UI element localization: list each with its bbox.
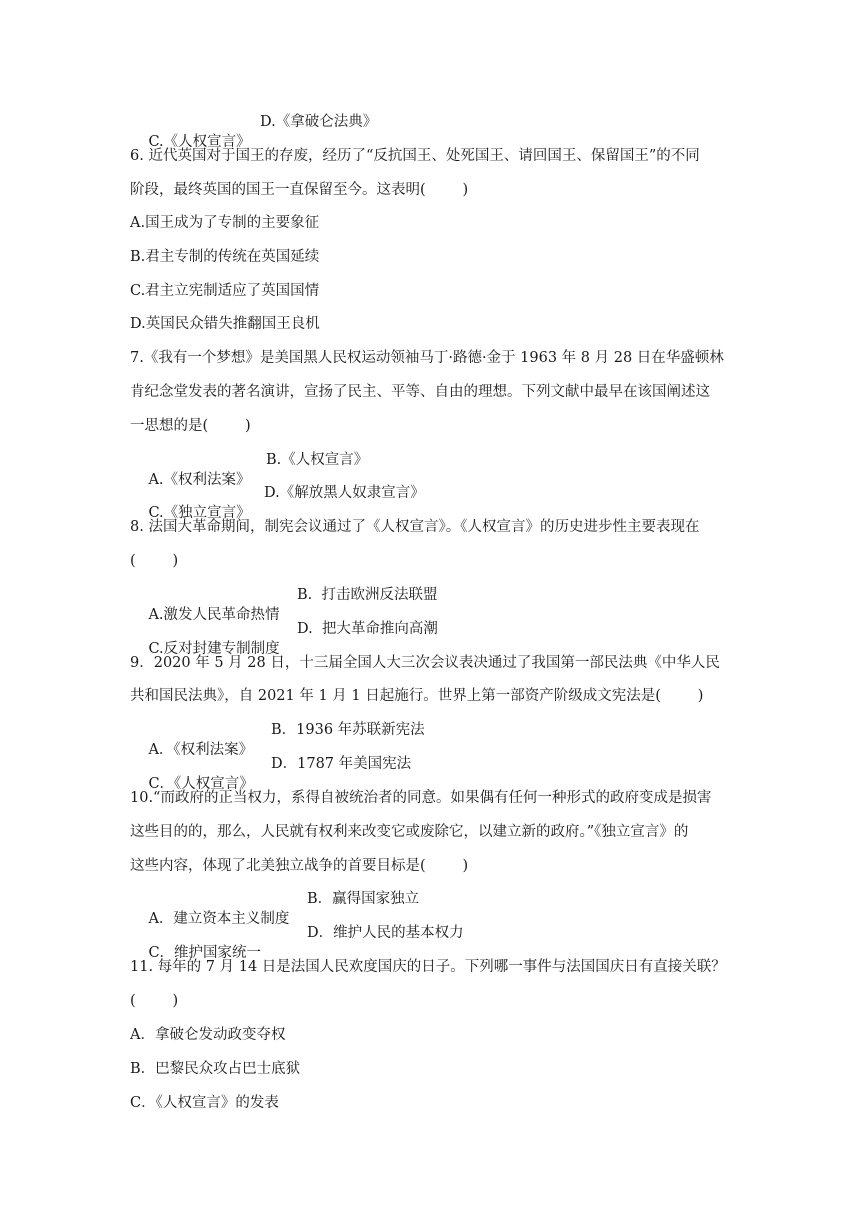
option-b: B．1936 年苏联新宪法	[271, 722, 425, 738]
option-a: A．建立资本主义制度	[148, 911, 290, 927]
option-a: A．《权利法案》	[148, 742, 254, 758]
question-6-option-a: A.国王成为了专制的主要象征	[130, 215, 320, 231]
option-c: C.《人权宣言》	[148, 134, 251, 150]
option-b: B．赢得国家独立	[307, 891, 420, 907]
question-10-line-2: 这些目的的，那么，人民就有权利来改变它或废除它，以建立新的政府。”《独立宣言》的	[130, 824, 689, 840]
option-d: D.《解放黑人奴隶宣言》	[264, 485, 425, 501]
question-7-line-3: 一思想的是( )	[130, 418, 251, 434]
question-6-line-1: 6. 近代英国对于国王的存废，经历了“反抗国王、处死国王、请回国王、保留国王”的不同	[130, 148, 700, 164]
question-9-line-1: 9．2020 年 5 月 28 日，十三届全国人大三次会议表决通过了我国第一部民法典《中华人民	[130, 655, 720, 671]
option-c: C.《独立宣言》	[148, 505, 251, 521]
question-7-line-2: 肯纪念堂发表的著名演讲，宣扬了民主、平等、自由的理想。下列文献中最早在该国阐述这	[130, 384, 710, 400]
question-11-line-1: 11. 每年的 7 月 14 日是法国人民欢度国庆的日子。下列哪一事件与法国国庆日有直接关联？	[130, 959, 726, 975]
option-d: D．维护人民的基本权力	[307, 925, 464, 941]
option-d: D．1787 年美国宪法	[271, 756, 412, 772]
question-6-option-d: D.英国民众错失推翻国王良机	[130, 316, 320, 332]
option-d: D.《拿破仑法典》	[260, 114, 378, 130]
question-8-line-2: ( )	[130, 553, 179, 569]
question-6-option-b: B.君主专制的传统在英国延续	[130, 249, 320, 265]
option-b: B.《人权宣言》	[266, 452, 369, 468]
option-c: C．《人权宣言》	[148, 776, 254, 792]
question-6-line-2: 阶段，最终英国的国王一直保留至今。这表明( )	[130, 182, 469, 198]
question-11-option-c: C．《人权宣言》的发表	[130, 1095, 279, 1111]
option-c: C.反对封建专制制度	[148, 641, 280, 657]
option-a: A.《权利法案》	[148, 472, 251, 488]
option-d: D. 把大革命推向高潮	[297, 621, 438, 637]
question-7-line-1: 7.《我有一个梦想》是美国黑人民权运动领袖马丁·路德·金于 1963 年 8 月 28 日在华盛顿林	[130, 350, 724, 366]
question-11-option-a: A．拿破仑发动政变夺权	[130, 1027, 286, 1043]
question-11-option-b: B．巴黎民众攻占巴士底狱	[130, 1061, 301, 1077]
option-a: A.激发人民革命热情	[148, 607, 280, 623]
question-10-line-1: 10.“而政府的正当权力，系得自被统治者的同意。如果偶有任何一种形式的政府变成是损害	[130, 790, 712, 806]
option-c: C．维护国家统一	[148, 945, 262, 961]
option-b: B. 打击欧洲反法联盟	[297, 587, 438, 603]
question-8-line-1: 8. 法国大革命期间，制宪会议通过了《人权宣言》。《人权宣言》的历史进步性主要表现在	[130, 519, 700, 535]
question-9-line-2: 共和国民法典》，自 2021 年 1 月 1 日起施行。世界上第一部资产阶级成文宪法是( )	[130, 688, 704, 704]
question-10-line-3: 这些内容，体现了北美独立战争的首要目标是( )	[130, 858, 469, 874]
question-11-line-2: ( )	[130, 993, 179, 1009]
question-6-option-c: C.君主立宪制适应了英国国情	[130, 283, 320, 299]
